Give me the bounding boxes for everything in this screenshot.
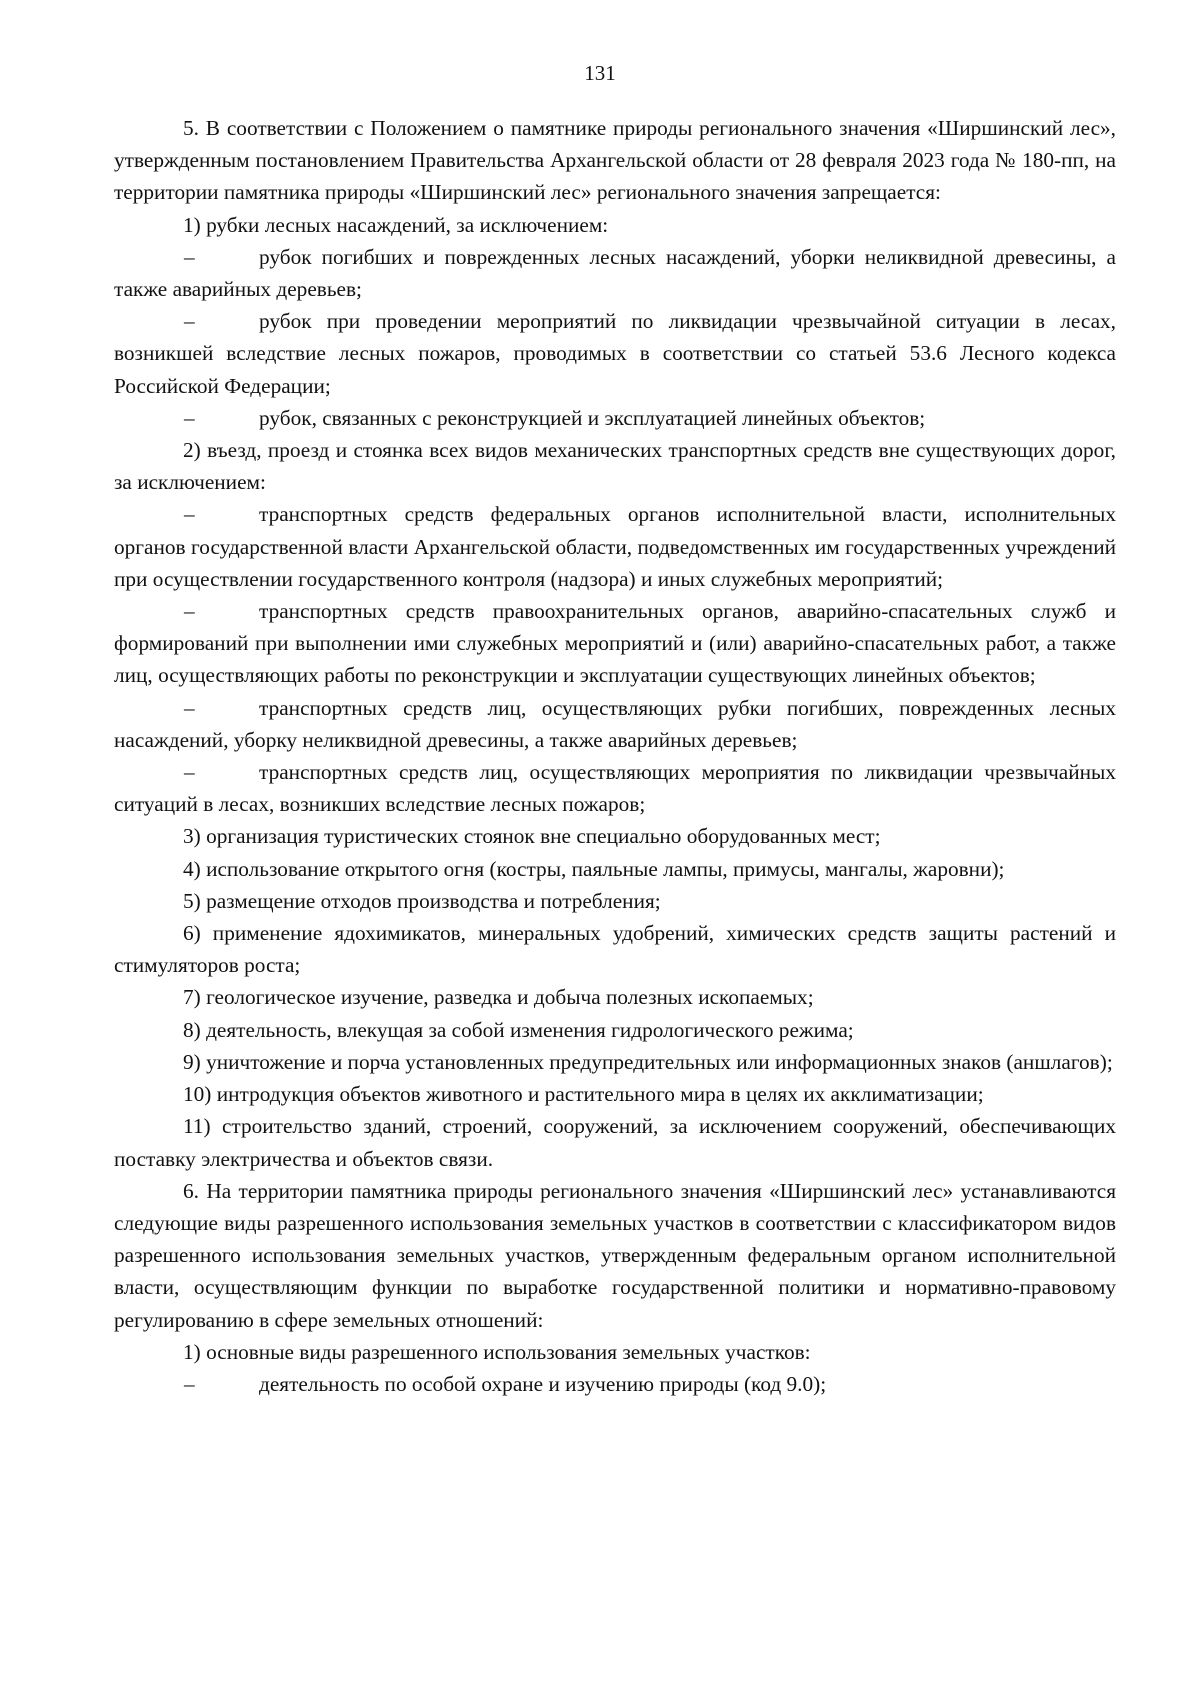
dash-item <box>114 241 1116 305</box>
dash-marker: – <box>184 244 195 269</box>
dash-item <box>114 595 1116 692</box>
dash-marker: – <box>184 760 195 785</box>
dash-marker: – <box>184 599 195 624</box>
document-body <box>114 112 1116 1400</box>
dash-marker: – <box>184 405 195 430</box>
dash-item-text: транспортных средств правоохранительных органов, аварийно-спасательных служб и формирований при выполнении ими служебных мероприятий и (или) аварийно-спасательных работ, а также лиц, осуществляющих работы по реконструкции и эксплуатации существующих линейных объектов; <box>114 599 1116 688</box>
dash-item <box>114 1368 1116 1400</box>
list-item-8: 8) деятельность, влекущая за собой изменения гидрологического режима; <box>183 1017 854 1042</box>
dash-item <box>114 402 1116 434</box>
list-item-9: 9) уничтожение и порча установленных предупредительных или информационных знаков (аншлагов); <box>183 1049 1113 1074</box>
list-item-3: 3) организация туристических стоянок вне специально оборудованных мест; <box>183 824 881 849</box>
list-item-11: 11) строительство зданий, строений, сооружений, за исключением сооружений, обеспечивающих поставку электричества и объектов связи. <box>114 1114 1116 1171</box>
list-item-1: 1) рубки лесных насаждений, за исключением: <box>183 212 609 237</box>
dash-marker: – <box>184 1371 195 1396</box>
paragraph-5-prohibitions: 5. В соответствии с Положением о памятнике природы регионального значения «Ширшинский лес», утвержденным постановлением Правительства Архангельской области от 28 февраля 2023 года № 180-пп, на территории памятника природы «Ширшинский лес» регионального значения запрещается: <box>114 116 1116 205</box>
dash-item <box>114 305 1116 402</box>
dash-item-text: рубок погибших и поврежденных лесных насаждений, уборки неликвидной древесины, а также аварийных деревьев; <box>114 244 1116 302</box>
dash-item <box>114 756 1116 820</box>
dash-marker: – <box>184 695 195 720</box>
dash-item-text: рубок, связанных с реконструкцией и эксплуатацией линейных объектов; <box>259 405 926 430</box>
dash-item-text: транспортных средств федеральных органов исполнительной власти, исполнительных органов государственной власти Архангельской области, подведомственных им государственных учреждений при осуществлении государственного контроля (надзора) и иных служебных мероприятий; <box>114 502 1116 591</box>
dash-item-text: транспортных средств лиц, осуществляющих рубки погибших, поврежденных лесных насаждений, уборку неликвидной древесины, а также аварийных деревьев; <box>114 695 1116 752</box>
list-item-4: 4) использование открытого огня (костры, паяльные лампы, примусы, мангалы, жаровни); <box>183 856 1005 881</box>
list-item-2: 2) въезд, проезд и стоянка всех видов механических транспортных средств вне существующих дорог, за исключением: <box>114 438 1116 495</box>
list-item-6: 6) применение ядохимикатов, минеральных удобрений, химических средств защиты растений и стимуляторов роста; <box>114 921 1116 978</box>
dash-item <box>114 692 1116 756</box>
list-item-5: 5) размещение отходов производства и потребления; <box>183 888 661 913</box>
dash-marker: – <box>184 309 195 334</box>
dash-item-text: транспортных средств лиц, осуществляющих мероприятия по ликвидации чрезвычайных ситуаций в лесах, возникших вследствие лесных пожаров; <box>114 760 1116 817</box>
paragraph-6-land-use: 6. На территории памятника природы регионального значения «Ширшинский лес» устанавливаются следующие виды разрешенного использования земельных участков в соответствии с классификатором видов разрешенного использования земельных участков, утвержденным федеральным органом исполнительной власти, осуществляющим функции по выработке государственной политики и нормативно-правовому регулированию в сфере земельных отношений: <box>114 1178 1116 1332</box>
dash-item-text: рубок при проведении мероприятий по ликвидации чрезвычайной ситуации в лесах, возникшей вследствие лесных пожаров, проводимых в соответствии со статьей 53.6 Лесного кодекса Российской Федерации; <box>114 309 1116 398</box>
dash-marker: – <box>184 502 195 527</box>
dash-item <box>114 498 1116 595</box>
list-item-10: 10) интродукция объектов животного и растительного мира в целях их акклиматизации; <box>183 1082 984 1107</box>
land-use-item-1: 1) основные виды разрешенного использования земельных участков: <box>183 1339 811 1364</box>
dash-item-text: деятельность по особой охране и изучению природы (код 9.0); <box>259 1371 827 1396</box>
page-number: 131 <box>584 61 616 85</box>
list-item-7: 7) геологическое изучение, разведка и добыча полезных ископаемых; <box>183 985 814 1010</box>
